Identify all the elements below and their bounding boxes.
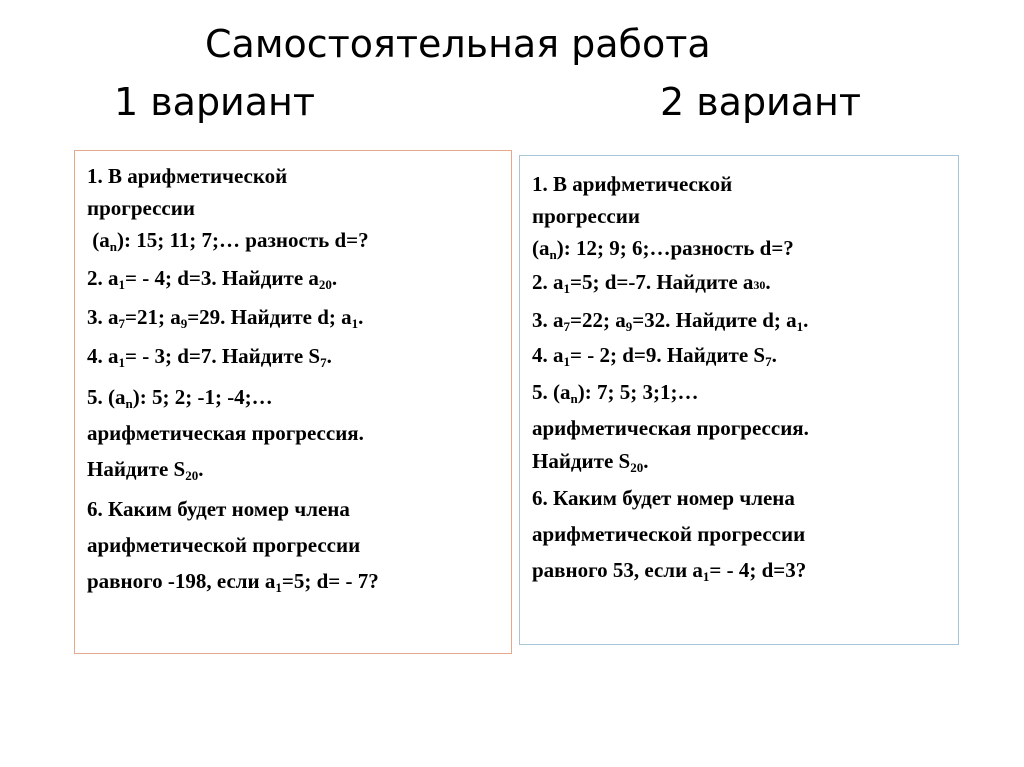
task-4-text-c: .: [771, 343, 777, 367]
task-5-sub-n: n: [125, 396, 133, 411]
task-4: [87, 340, 501, 373]
task-6-text-b: = - 4; d=3?: [709, 558, 807, 582]
task-3: [532, 304, 950, 337]
task-6-line-3: [87, 563, 501, 599]
task-3-sub-3: 1: [796, 319, 804, 334]
task-3-sub-3: 1: [351, 316, 359, 331]
task-6: [532, 480, 950, 588]
task-5-line-1: [87, 379, 501, 415]
task-2-text-b: = - 4; d=3. Найдите a: [125, 266, 319, 290]
task-1-line-2: прогрессии: [87, 196, 195, 220]
task-4-text-c: .: [326, 344, 332, 368]
task-5-text-b: ): 5; 2; -1; -4;…: [132, 385, 273, 409]
task-3: [87, 301, 501, 334]
task-2-text-a: 2. a: [87, 266, 119, 290]
task-5-sub-20: 20: [185, 468, 199, 483]
task-3-sub-1: 7: [563, 319, 570, 334]
task-6-sub-1: 1: [275, 580, 282, 595]
task-2: [87, 262, 501, 295]
task-3-text-c: =29. Найдите d; a: [187, 305, 352, 329]
task-6-line-3: [532, 552, 950, 588]
task-2-sub-2: 20: [318, 277, 332, 292]
task-5-text-c: Найдите S: [532, 449, 631, 473]
task-3-sub-2: 9: [625, 319, 633, 334]
task-1-line-2: прогрессии: [532, 204, 640, 228]
task-4: [532, 339, 950, 372]
task-3-text-a: 3. a: [532, 308, 564, 332]
task-1-text-b: ): 12; 9; 6;…разность d=?: [556, 236, 794, 260]
task-6-text-b: =5; d= - 7?: [281, 569, 379, 593]
task-1-text-a: (a: [532, 236, 550, 260]
task-3-text-d: .: [803, 308, 809, 332]
task-3-text-d: .: [358, 305, 364, 329]
task-2-sub-1: 1: [563, 281, 570, 296]
task-6-line-2: арифметической прогрессии: [87, 533, 361, 557]
task-5-text-b: ): 7; 5; 3;1;…: [577, 380, 699, 404]
task-2-text-c: .: [331, 266, 338, 290]
variant-1-box: [74, 150, 512, 654]
task-6-line-2: арифметической прогрессии: [532, 522, 806, 546]
task-1-line-3: [87, 224, 501, 256]
variant-2-box: [519, 155, 959, 645]
task-6-text-a: равного 53, если a: [532, 558, 703, 582]
slide-title: Самостоятельная работа: [205, 22, 711, 66]
task-5-text-a: 5. (a: [87, 385, 126, 409]
task-4-text-a: 4. a: [532, 343, 564, 367]
task-1-sub-n: n: [109, 239, 117, 254]
task-1: [87, 160, 501, 256]
task-4-text-b: = - 3; d=7. Найдите S: [125, 344, 321, 368]
task-3-sub-2: 9: [180, 316, 188, 331]
task-5-text-d: .: [198, 457, 204, 481]
task-5: [532, 374, 950, 476]
task-4-sub-2: 7: [320, 355, 327, 370]
task-1-line-3: [532, 232, 950, 264]
task-4-sub-1: 1: [118, 355, 125, 370]
task-5-line-3: [532, 446, 950, 476]
task-4-sub-1: 1: [563, 354, 570, 369]
task-4-text-a: 4. a: [87, 344, 119, 368]
task-2-sub-2: 30: [753, 278, 766, 292]
task-1-text-b: ): 15; 11; 7;… разность d=?: [116, 228, 369, 252]
task-5-line-3: [87, 451, 501, 487]
task-4-sub-2: 7: [765, 354, 772, 369]
task-5: [87, 379, 501, 487]
task-2-text-b: =5; d=-7. Найдите a: [570, 270, 754, 294]
variant-1-heading: 1 вариант: [114, 80, 316, 124]
task-3-text-c: =32. Найдите d; a: [632, 308, 797, 332]
task-4-text-b: = - 2; d=9. Найдите S: [570, 343, 766, 367]
task-5-text-c: Найдите S: [87, 457, 186, 481]
task-5-text-d: .: [643, 449, 649, 473]
task-3-text-b: =21; a: [125, 305, 181, 329]
task-2: [532, 266, 950, 302]
task-1-line-1: 1. В арифметической: [87, 164, 288, 188]
task-3-sub-1: 7: [118, 316, 125, 331]
variant-2-heading: 2 вариант: [660, 80, 862, 124]
task-6-line-1: 6. Каким будет номер члена: [532, 486, 795, 510]
task-5-text-a: 5. (a: [532, 380, 571, 404]
task-2-text-c: .: [765, 270, 771, 294]
task-5-line-1: [532, 374, 950, 410]
task-5-sub-20: 20: [630, 460, 644, 475]
task-5-line-2: арифметическая прогрессия.: [532, 416, 809, 440]
task-6: [87, 491, 501, 599]
task-5-line-2: арифметическая прогрессия.: [87, 421, 364, 445]
task-6-sub-1: 1: [702, 569, 710, 584]
task-1-text-a: (a: [92, 228, 110, 252]
task-2-sub-1: 1: [118, 277, 125, 292]
task-3-text-a: 3. a: [87, 305, 119, 329]
task-2-text-a: 2. a: [532, 270, 564, 294]
task-6-text-a: равного -198, если a: [87, 569, 276, 593]
task-6-line-1: 6. Каким будет номер члена: [87, 497, 350, 521]
task-1: [532, 168, 950, 264]
task-3-text-b: =22; a: [570, 308, 626, 332]
task-1-sub-n: n: [549, 247, 557, 262]
task-1-line-1: 1. В арифметической: [532, 172, 733, 196]
task-5-sub-n: n: [570, 391, 578, 406]
